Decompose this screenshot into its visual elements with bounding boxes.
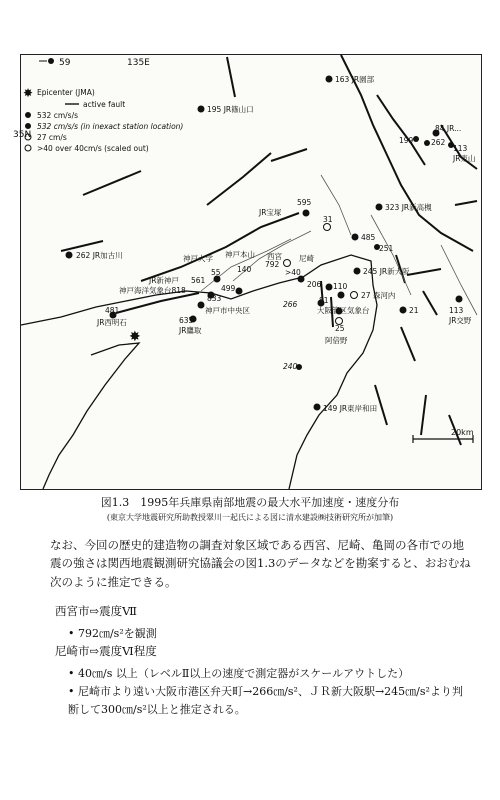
station-label: 神戸大学 [183,254,213,263]
body-paragraph: なお、今回の歴史的建造物の調査対象区域である西宮、尼崎、亀岡の各市での地震の強さは関西地震観測研究協議会の図1.3のデータなどを勘案すると、おおむね次のように推定できる。 [50,538,471,589]
station-label: 266 [283,300,298,309]
figure-caption-source: (東京大学地震研究所助教授翠川一起氏による図に清水建設㈱技術研究所が加筆) [106,513,394,522]
section-amagasaki-bullet-1: • 40㎝/s 以上（レベルⅡ以上の速度で測定器がスケールアウトした） [68,667,410,680]
corner-value: 59 [59,58,71,68]
awaji-island [43,343,139,489]
station-label: 199 [399,136,414,145]
station-label: 251 [379,244,394,253]
section-amagasaki-title: 尼崎市⇨震度Ⅵ程度 [55,644,157,658]
station-label: 561 [191,276,206,285]
station-label: 195 JR篠山口 [207,105,254,114]
legend-inexact: 532 cm/s/s (in inexact station location) [37,122,184,131]
figure-caption: 図1.3 1995年兵庫県南部地震の最大水平加速度・速度分布 [100,496,400,509]
lat-label: 35N [13,130,32,140]
section-amagasaki-bullet-2: • 尼崎市より遠い大阪市港区弁天町→266㎝/s²、ＪＲ新大阪駅→245㎝/s²より判断して300㎝/s²以上と推定される。 [68,685,463,716]
station-label: >40 [285,268,301,277]
scale-label: 20km [451,428,474,437]
station-label: 神戸海洋気象台818 [119,286,186,295]
station-label: 792 [265,260,280,269]
station-label: 大阪管区気象台 [317,306,370,315]
coastline [21,255,377,489]
station-label: JR鷹取 [179,326,202,335]
figure-map [13,54,482,490]
legend-epicenter: Epicenter (JMA) [37,88,95,97]
map-svg [13,55,481,489]
station-label: 499 [221,284,236,293]
station-label: JR宝塚 [259,208,282,217]
station-label: 31 [323,215,333,224]
svg-text:✸: ✸ [23,86,34,100]
station-label: 27 森河内 [361,291,396,300]
station-label: 595 [297,198,312,207]
station-label: 833 [207,294,222,303]
legend-fault: active fault [83,100,126,109]
legend-open: 27 cm/s [37,133,67,142]
station-label: 262 [431,138,446,147]
station-label: 西宮 [267,252,282,261]
station-label: 神戸本山 [225,250,255,259]
station-label: 481 [105,306,120,315]
station-label: JR新神戸 [149,276,179,285]
station-label: 245 JR新大阪 [363,267,410,276]
station-label: 323 JR新高槻 [385,203,432,212]
legend [23,86,183,153]
station-label: 21 [409,306,419,315]
station-label: 尼崎 [299,254,314,263]
station-label: 113 [449,306,464,315]
station-label: 81 [319,296,329,305]
station-label: 55 [211,268,221,277]
section-nishinomiya-bullet: • 792㎝/s²を観測 [68,627,157,640]
legend-filled: 532 cm/s/s [37,111,78,120]
station-label: 262 JR加古川 [76,251,123,260]
station-label: 113 [453,144,468,153]
station-label: 485 [361,233,376,242]
section-nishinomiya-title: 西宮市⇨震度Ⅶ [55,604,137,618]
station-label: 240 [283,362,298,371]
station-label: JR西明石 [97,318,127,327]
station-label: JR交野 [449,316,472,325]
station-label: 110 [333,282,348,291]
station-label: 25 [335,324,345,333]
station-label: 635 [179,316,194,325]
station-label: 阿倍野 [325,336,348,345]
station-label: 神戸市中央区 [205,306,250,315]
station-label: 84 JR... [435,124,462,133]
station-label: 163 JR園部 [335,75,375,84]
lon-label: 135E [127,58,150,68]
station-label: 206 [307,280,322,289]
epicenter-icon: ✸ [129,329,141,345]
station-label: 149 JR東岸和田 [323,404,378,413]
station-label: JR東山 [453,154,476,163]
legend-outlier: >40 over 40cm/s (scaled out) [37,144,149,153]
station-label: 140 [237,265,252,274]
